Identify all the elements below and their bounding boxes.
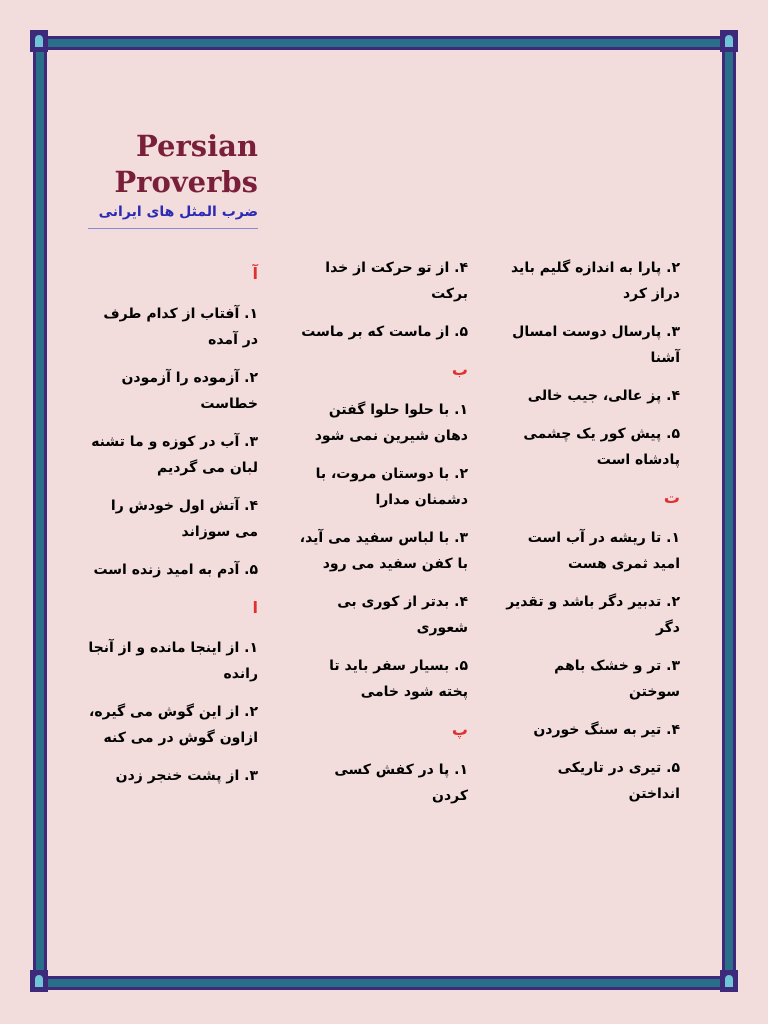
proverb-item: ۴. بدتر از کوری بی شعوری: [337, 594, 468, 636]
proverb-item: ۵. آدم به امید زنده است: [93, 562, 258, 578]
frame-top: [38, 36, 730, 50]
proverb-item: ۱. آفتاب از کدام طرف در آمده: [103, 306, 258, 348]
column-right: [505, 255, 680, 819]
proverb-item: ۴. تیر به سنگ خوردن: [533, 722, 680, 738]
proverb-item: ۲. از این گوش می گیره، ازاون گوش در می کنه: [89, 704, 258, 746]
corner-bottom-right: [720, 970, 738, 992]
proverb-item: ۳. آب در کوزه و ما تشنه لبان می گردیم: [91, 434, 258, 476]
section-letter: پ: [451, 720, 468, 739]
section-letter: ت: [663, 488, 680, 507]
proverb-item: ۵. پیش کور یک چشمی پادشاه است: [523, 426, 680, 468]
proverb-item: ۱. تا ریشه در آب است امید ثمری هست: [527, 530, 680, 572]
corner-top-right: [720, 30, 738, 52]
proverb-item: ۲. پارا به اندازه گلیم باید دراز کرد: [510, 260, 680, 302]
frame-right: [722, 40, 736, 984]
proverb-item: ۴. پز عالی، جیب خالی: [527, 388, 680, 404]
column-left: [88, 255, 258, 801]
frame-bottom: [38, 976, 730, 990]
proverb-item: ۱. از اینجا مانده و از آنجا رانده: [88, 640, 258, 682]
proverb-item: ۵. تیری در تاریکی انداختن: [557, 760, 680, 802]
column-middle: [298, 255, 468, 821]
section-letter: ب: [451, 360, 468, 379]
proverb-item: ۱. با حلوا حلوا گفتن دهان شیرین نمی شود: [314, 402, 468, 444]
title-line-1: Persian: [136, 129, 258, 163]
proverb-item: ۱. پا در کفش کسی کردن: [334, 762, 468, 804]
proverb-item: ۲. با دوستان مروت، با دشمنان مدارا: [315, 466, 468, 508]
corner-top-left: [30, 30, 48, 52]
proverb-item: ۳. از پشت خنجر زدن: [115, 768, 258, 784]
proverb-item: ۳. پارسال دوست امسال آشنا: [512, 324, 680, 366]
proverb-item: ۲. تدبیر دگر باشد و تقدیر دگر: [506, 594, 680, 636]
proverb-item: ۴. از تو حرکت از خدا برکت: [325, 260, 468, 302]
corner-bottom-left: [30, 970, 48, 992]
proverb-item: ۵. از ماست که بر ماست: [301, 324, 468, 340]
page-subtitle: ضرب المثل های ایرانی: [88, 204, 258, 229]
section-letter: آ: [252, 264, 258, 283]
proverb-item: ۴. آتش اول خودش را می سوزاند: [110, 498, 258, 540]
proverb-item: ۵. بسیار سفر باید تا پخته شود خامی: [329, 658, 468, 700]
title-line-2: Proverbs: [114, 165, 258, 199]
proverb-item: ۳. با لباس سفید می آید، با کفن سفید می رود: [299, 530, 468, 572]
proverb-item: ۳. تر و خشک باهم سوختن: [554, 658, 680, 700]
frame-left: [33, 40, 47, 984]
proverb-item: ۲. آزموده را آزمودن خطاست: [121, 370, 258, 412]
section-letter: ا: [252, 598, 258, 617]
page-title: [90, 128, 258, 200]
